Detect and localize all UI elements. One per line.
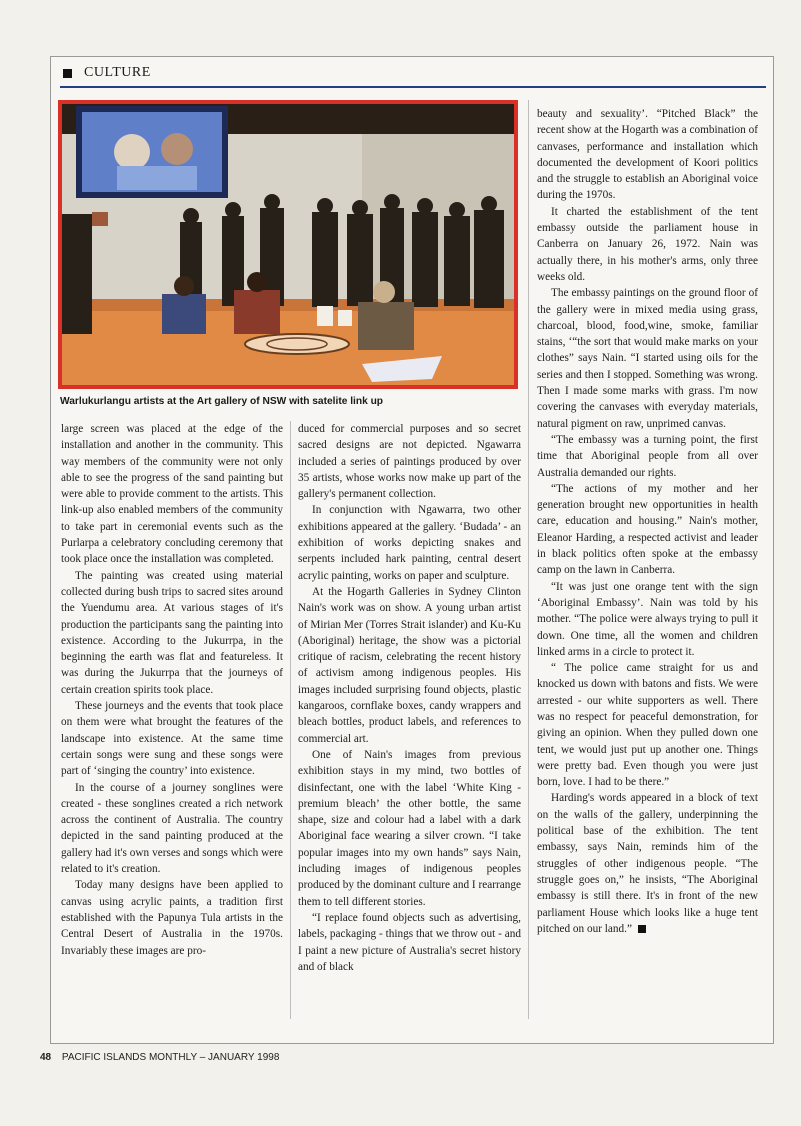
end-of-article-icon xyxy=(638,925,646,933)
paragraph: The painting was created using material collected during bush trips to sacred sites around the Yuendumu area. At various stages of it's production the participants sang the painting into existence. According to the Jukurrpa, in the beginning the earth was flat and featureless. It was during the Jukurrpa that the journeys of certain creation spirits took place. xyxy=(61,569,283,696)
publication-line: PACIFIC ISLANDS MONTHLY – JANUARY 1998 xyxy=(61,1052,280,1063)
column-divider xyxy=(528,100,529,1019)
page-footer xyxy=(40,1052,279,1063)
article-column-2 xyxy=(298,421,521,975)
paragraph: large screen was placed at the edge of the installation and another in the community. This way members of the community were not only able to see the progress of the sand painting but were able to provide comment to the artists. This link-up also enabled members of the community to take part in ceremonial events such as the Purlarpa a celebratory concluding ceremony that took place once the installation was completed. xyxy=(61,423,283,566)
paragraph: “ The police came straight for us and knocked us down with batons and fists. We were arrested - our white supporters as well. There was no respect for peaceful demonstration, for giving an opinion. When they pulled down one tent, we would just put up another one. Things were pretty bad. Even though you were just born, love. I had to be there.” xyxy=(537,662,758,789)
column-divider xyxy=(290,421,291,1019)
article-column-3 xyxy=(537,106,758,937)
paragraph: beauty and sexuality’. “Pitched Black” the recent show at the Hogarth was a combination of canvases, performance and installation which documented the development of Koori politics and the struggle to establish an Aboriginal voice during the 1970s. xyxy=(537,108,758,202)
section-marker-icon xyxy=(63,69,72,78)
paragraph: At the Hogarth Galleries in Sydney Clinton Nain's work was on show. A young urban artist of Mirian Mer (Torres Strait islander) and Ku-Ku (Aboriginal) heritage, the show was a pictorial critique of racism, celebrating the recent history of activism among indigenous peoples. His images included surprising found objects, plastic kangaroos, cornflake boxes, candy wrappers and bleach bottles, product labels, and references to commercial art. xyxy=(298,585,521,745)
paragraph: In conjunction with Ngawarra, two other exhibitions appeared at the gallery. ‘Budada’ - an exhibition of works depicting snakes and serpents included hark painting, central desert acrylic painting, works on paper and sculpture. xyxy=(298,504,521,582)
paragraph: “I replace found objects such as advertising, labels, packaging - things that we throw out - and I paint a new picture of Australia's secret history and of black xyxy=(298,911,521,973)
paragraph: The embassy paintings on the ground floor of the gallery were in mixed media using grass, charcoal, blood, food,wine, smoke, familiar stains, ‘“the sort that would make marks on your clothes” says Nain. “I started using oils for the series and then I stopped. Something was wrong. Then I made some marks with grass. I'm now covering the canvases with everyday materials, natural pigment on raw, unprimed canvas. xyxy=(537,287,758,430)
section-label: CULTURE xyxy=(84,65,151,80)
photo-caption: Warlukurlangu artists at the Art gallery of NSW with satelite link up xyxy=(60,396,384,407)
paragraph-text: Harding's words appeared in a block of text on the walls of the gallery, underpinning the political base of the exhibition. The tent embassy, says Nain, reminds him of the struggles of other indigenous people. “The struggle goes on,” he insists, “The Aboriginal embassy is still there. It's in front of the new parliament House which looks like a huge tent pitched on our land.” xyxy=(537,792,758,935)
paragraph: It charted the establishment of the tent embassy outside the parliament house in Canberra on January 26, 1972. Nain was actually there, in his mother's arms, only three weeks old. xyxy=(537,205,758,283)
paragraph: “It was just one orange tent with the sign ‘Aboriginal Embassy’. Nain was told by his mother. “The police were always trying to pull it down. One time, all the women and children linked arms in a circle to protect it. xyxy=(537,580,758,658)
paragraph: “The actions of my mother and her generation brought new opportunities in health care, education and housing.” Nain's mother, Eleanor Harding, a respected activist and leader in black politics often spoke at the embassy camp on the lawn in Canberra. xyxy=(537,482,758,577)
section-header xyxy=(60,64,766,88)
paragraph: duced for commercial purposes and so secret sacred designs are not depicted. Ngawarra included a series of paintings produced by over 35 artists, whose works now make up part of the gallery's permanent collection. xyxy=(298,423,521,501)
paragraph: “The embassy was a turning point, the first time that Aboriginal people from all over Australia demanded our rights. xyxy=(537,433,758,479)
gallery-photo xyxy=(58,100,518,389)
paragraph: One of Nain's images from previous exhibition stays in my mind, two bottles of disinfectant, one with the label ‘White King - premium bleach’ the other bottle, the same shape, size and colour had a label with a dark Aboriginal face wearing a silver crown. “I take popular images into my own hands” says Nain, including images of indigenous peoples produced by the dominant culture and I rearrange them to tell different stories. xyxy=(298,748,521,908)
paragraph: Today many designs have been applied to canvas using acrylic paints, a tradition first established with the Papunya Tula artists in the Central Desert of Australia in the 1970s. Invariably these images are pro- xyxy=(61,879,283,957)
paragraph: These journeys and the events that took place on them were what brought the features of the landscape into existence. At the same time certain songs were sung and these songs were part of ‘singing the country’ into existence. xyxy=(61,700,283,778)
page-number: 48 xyxy=(40,1052,52,1063)
paragraph: In the course of a journey songlines were created - these songlines created a rich network across the continent of Australia. The country depicted in the sand painting produced at the gallery had it's own verses and songs which were related to it's creation. xyxy=(61,781,283,876)
paragraph xyxy=(537,790,758,937)
article-column-1 xyxy=(61,421,283,959)
